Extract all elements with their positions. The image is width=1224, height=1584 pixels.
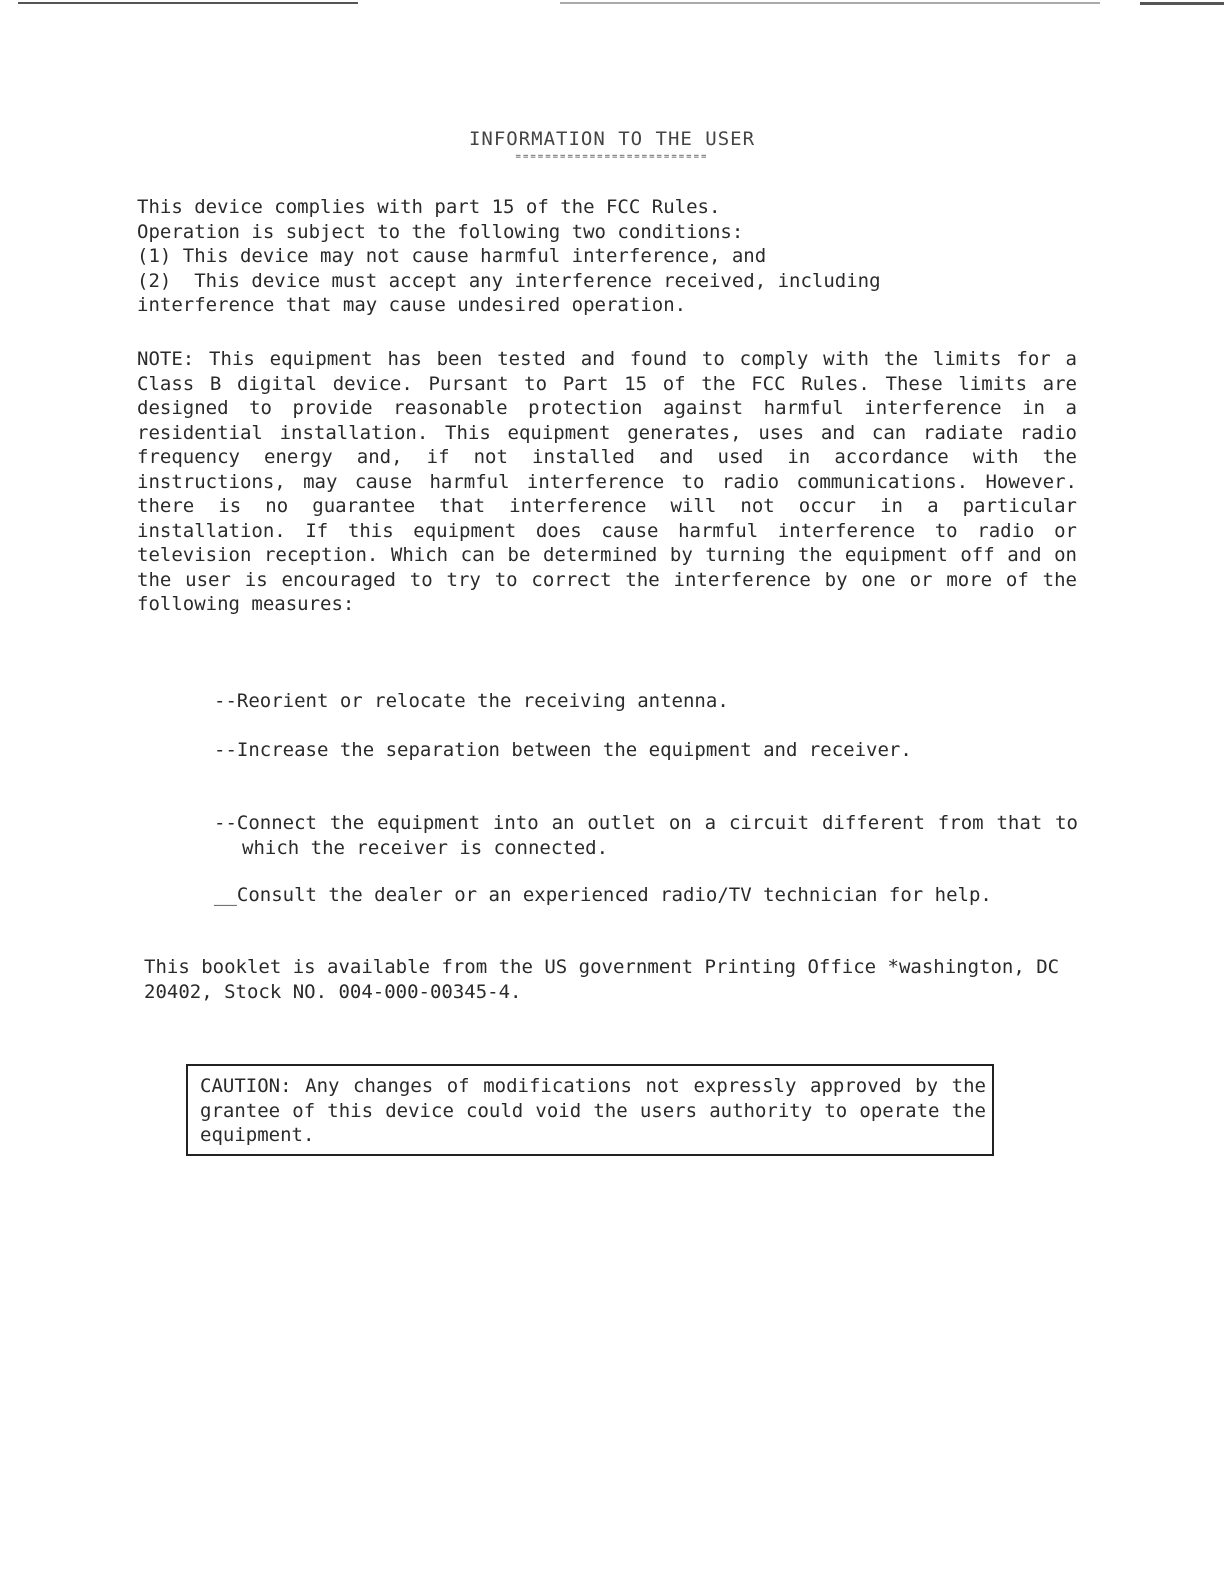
- condition-line: (2) This device must accept any interference received, including: [137, 269, 881, 292]
- caution-box: [186, 1064, 994, 1156]
- measure-item: [214, 811, 1078, 860]
- title-underline: ==========================: [515, 152, 709, 162]
- booklet-availability: This booklet is available from the US government Printing Office *washington, DC 20402, Stock NO. 004-000-00345-4.: [144, 956, 1060, 1003]
- measure-item: [214, 883, 1078, 908]
- condition-line: interference that may cause undesired operation.: [137, 294, 687, 316]
- fcc-note-paragraph: NOTE: This equipment has been tested and found to comply with the limits for a Class B digital device. Pursant to Part 15 of the FCC Rules. These limits are designed to provide reasonable protection against harmful interference in a residential installation. This equipment generates, uses and can radiate radio frequency energy and, if not installed and used in accordance with the instructions, may cause harmful interference to radio communications. However. there is no guarantee that interference will not occur in a particular installation. If this equipment does cause harmful interference to radio or television reception. Which can be determined by turning the equipment off and on the user is encouraged to try to correct the interference by one or more of the following measures:: [137, 348, 1077, 615]
- condition-line: This device complies with part 15 of the FCC Rules.: [137, 196, 721, 218]
- fcc-conditions: [137, 195, 1077, 318]
- condition-line: Operation is subject to the following two conditions:: [137, 220, 744, 243]
- measure-text: --Increase the separation between the equipment and receiver.: [214, 739, 912, 761]
- measure-item: [214, 738, 1078, 763]
- condition-line: (1) This device may not cause harmful interference, and: [137, 245, 767, 267]
- scan-artifact-line: [1140, 2, 1224, 5]
- measure-text: --Connect the equipment into an outlet on a circuit different from that to which the receiver is connected.: [214, 812, 1078, 859]
- scan-artifact-line: [18, 2, 358, 4]
- caution-text: CAUTION: Any changes of modifications not expressly approved by the grantee of this device could void the users authority to operate the equipment.: [200, 1075, 986, 1146]
- scan-artifact-line: [560, 2, 1100, 4]
- measure-text: __Consult the dealer or an experienced radio/TV technician for help.: [214, 884, 992, 906]
- page-title: INFORMATION TO THE USER: [468, 128, 756, 150]
- measure-text: --Reorient or relocate the receiving antenna.: [214, 690, 729, 712]
- measure-item: [214, 689, 1078, 714]
